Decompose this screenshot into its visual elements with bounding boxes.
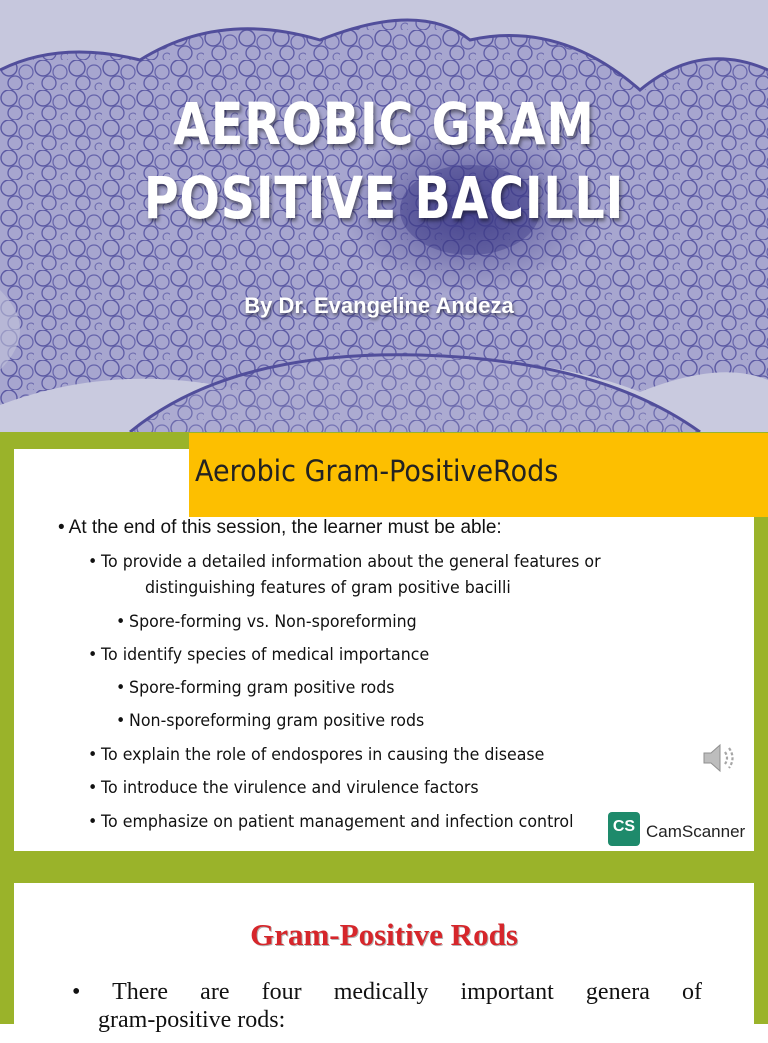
title-slide	[0, 0, 768, 432]
author-byline: By Dr. Evangeline Andeza	[244, 293, 514, 318]
bullet-item: • Spore-forming vs. Non-sporeforming	[116, 612, 417, 632]
bullet-item: • There are four medically important genera of	[72, 979, 702, 1005]
camscanner-watermark: CamScanner	[646, 822, 746, 841]
slide-title-line1: AEROBIC GRAM	[173, 90, 595, 158]
bullet-continuation: gram-positive rods:	[98, 1007, 286, 1033]
bullet-item: • Spore-forming gram positive rods	[116, 678, 395, 698]
objectives-slide	[0, 432, 768, 867]
bullet-item: • To provide a detailed information about the general features or	[88, 552, 601, 572]
speaker-icon[interactable]	[700, 738, 740, 778]
bullet-item: • To explain the role of endospores in causing the disease	[88, 745, 545, 765]
camscanner-logo: CS	[608, 812, 640, 846]
bullet-item: • To emphasize on patient management and infection control	[88, 812, 574, 832]
bullet-item: • At the end of this session, the learner must be able:	[58, 517, 502, 538]
bullet-item: • To identify species of medical importance	[88, 645, 430, 665]
slide-title-line2: POSITIVE BACILLI	[143, 164, 625, 232]
slide-header: Aerobic Gram-PositiveRods	[195, 454, 559, 488]
bullet-continuation: distinguishing features of gram positive bacilli	[145, 578, 511, 598]
genera-slide	[0, 867, 768, 1033]
bullet-item: • To introduce the virulence and virulence factors	[88, 778, 479, 798]
bullet-item: • Non-sporeforming gram positive rods	[116, 711, 425, 731]
slide-heading: Gram-Positive Rods	[250, 917, 518, 952]
